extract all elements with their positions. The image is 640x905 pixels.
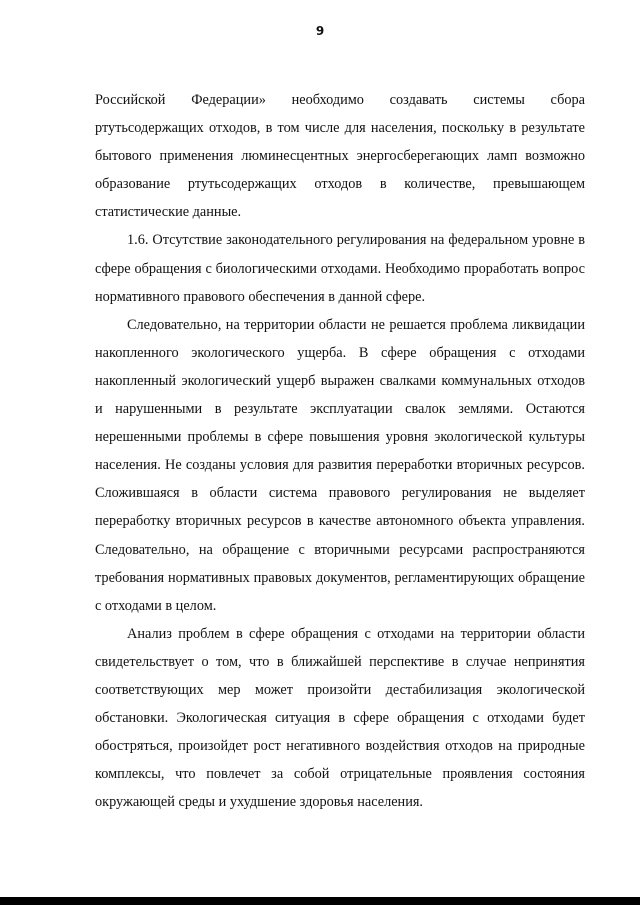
page-number: 9 [315,24,325,38]
scan-edge-bar [0,897,640,905]
paragraph-continuation: Российской Федерации» необходимо создавать системы сбора ртутьсодержащих отходов, в том числе для населения, поскольку в результате бытового применения люминесцентных энергосберегающих ламп возможно образование ртутьсодержащих отходов в количестве, превышающем статистические данные. [95,92,585,221]
document-body [95,86,585,816]
paragraph-conclusion: Следовательно, на территории области не решается проблема ликвидации накопленного экологического ущерба. В сфере обращения с отходами накопленный экологический ущерб выражен свалками коммунальных отходов и нарушенными в результате эксплуатации свалок землями. Остаются нерешенными проблемы в сфере повышения уровня экологической культуры населения. Не созданы условия для развития переработки вторичных ресурсов. Сложившаяся в области система правового регулирования не выделяет переработку вторичных ресурсов в качестве автономного объекта управления. Следовательно, на обращение с вторичными ресурсами распространяются требования нормативных правовых документов, регламентирующих обращение с отходами в целом. [95,316,585,614]
paragraph-item-1-6: 1.6. Отсутствие законодательного регулирования на федеральном уровне в сфере обращения с биологическими отходами. Необходимо проработать вопрос нормативного правового обеспечения в данной сфере. [95,232,585,305]
paragraph-analysis: Анализ проблем в сфере обращения с отходами на территории области свидетельствует о том, что в ближайшей перспективе в случае непринятия соответствующих мер может произойти дестабилизация экологической обстановки. Экологическая ситуация в сфере обращения с отходами будет обостряться, произойдет рост негативного воздействия отходов на природные комплексы, что повлечет за собой отрицательные проявления состояния окружающей среды и ухудшение здоровья населения. [95,625,585,811]
